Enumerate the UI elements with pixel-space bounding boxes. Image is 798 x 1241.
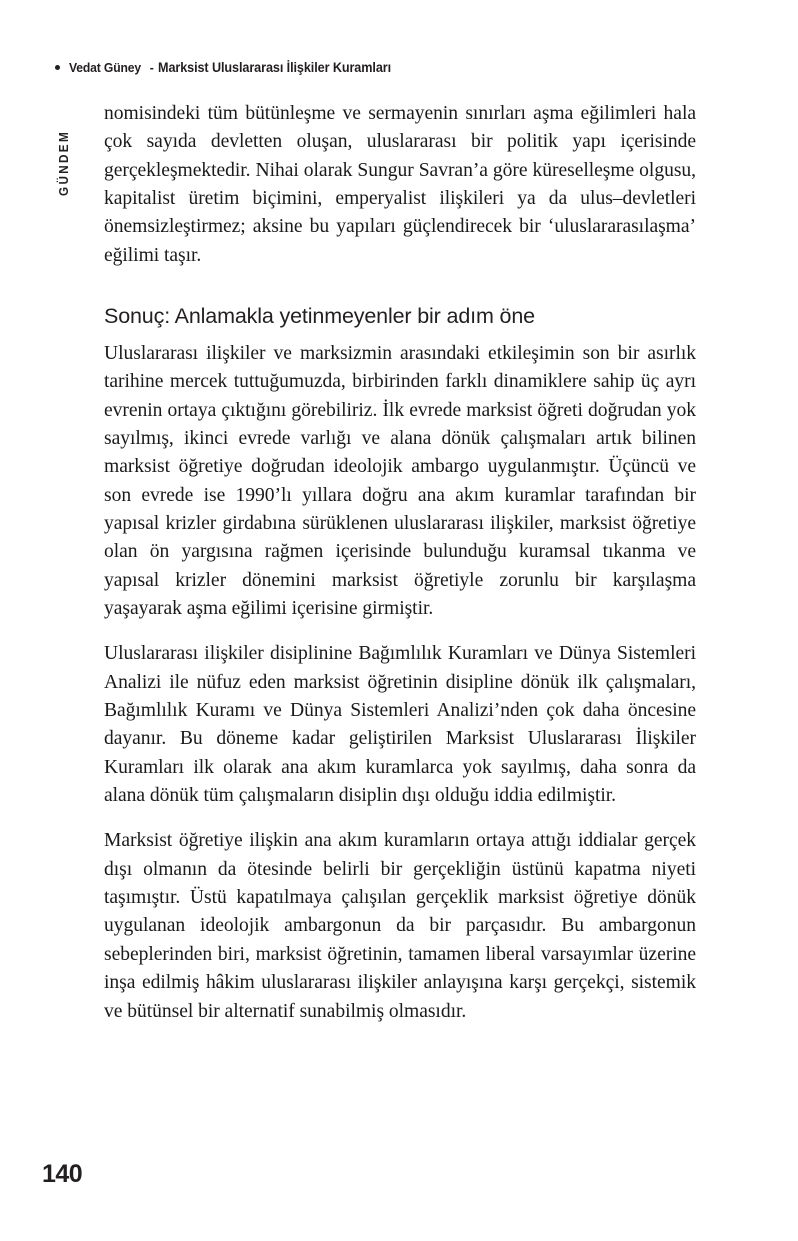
paragraph: nomisindeki tüm bütünleşme ve sermayenin sınırları aşma eğilimleri hala çok sayıda devletten oluşan, uluslararası bir politik yapı içerisinde gerçekleşmektedir. Nihai olarak Sungur Savran’a göre küreselleşme olgusu, kapitalist üretim biçimini, emperyalist ilişkileri ya da ulus–devletleri önemsizleştirmez; aksine bu yapıları güçlendirecek bir ‘uluslararasılaşma’ eğilimi taşır.	[104, 103, 696, 266]
running-head	[55, 60, 705, 75]
section-tab-label: GÜNDEM	[56, 129, 71, 196]
paragraph: Uluslararası ilişkiler disiplinine Bağımlılık Kuramları ve Dünya Sistemleri Analizi ile nüfuz eden marksist öğretinin disipline dönük ilk çalışmaları, Bağımlılık Kuramı ve Dünya Sistemleri Analizi’nden çok daha öncesine dayanır. Bu döneme kadar geliştirilen Marksist Uluslararası İlişkiler Kuramları ilk olarak ana akım kuramlarca yok sayılmış, daha sonra da alana dönük tüm çalışmaların disiplin dışı olduğu iddia edilmiştir.	[104, 643, 696, 807]
paragraph: Uluslararası ilişkiler ve marksizmin arasındaki etkileşimin son bir asırlık tarihine mercek tuttuğumuzda, birbirinden farklı dinamiklere sahip üç ayrı evrenin ortaya çıktığını görebiliriz. İlk evrede marksist öğreti doğrudan yok sayılmış, ikinci evrede varlığı ve alana dönük çalışmaları artık bilinen marksist öğretiye doğrudan ideolojik ambargo uygulanmıştır. Üçüncü ve son evrede ise 1990’lı yıllara doğru ana akım kuramlar tarafından bir yapısal krizler girdabına sürüklenen uluslararası ilişkiler, marksist öğretiye olan ön yargısına rağmen içerisinde bulunduğu kuramsal tıkanma ve yapısal krizler dönemini marksist öğretiyle zorunlu bir karşılaşma yaşayarak aşma eğilimi içerisine girmiştir.	[104, 342, 696, 620]
paragraph: Marksist öğretiye ilişkin ana akım kuramların ortaya attığı iddialar gerçek dışı olmanın da ötesinde belirli bir gerçekliğin üstünü kapatma niyeti taşımıştır. Üstü kapatılmaya çalışılan gerçeklik marksist öğretiye dönük uygulanan ideolojik ambargonun da bir parçasıdır. Bu ambargonun sebeplerinden biri, marksist öğretinin, tamamen liberal varsayımlar üzerine inşa edilmiş hâkim uluslararası ilişkiler anlayışına karşı gerçekçi, sistemik ve bütünsel bir alternatif sunabilmiş olmasıdır.	[104, 830, 696, 1022]
running-head-separator: -	[149, 60, 155, 75]
section-tab	[54, 76, 74, 196]
bullet-icon	[55, 65, 60, 70]
running-head-author: Vedat Güney	[69, 60, 141, 75]
section-heading: Sonuç: Anlamakla yetinmeyenler bir adım öne	[104, 304, 535, 329]
text-column	[104, 100, 696, 1026]
running-head-title: Marksist Uluslararası İlişkiler Kuramları	[157, 60, 391, 75]
page-number: 140	[42, 1160, 83, 1188]
